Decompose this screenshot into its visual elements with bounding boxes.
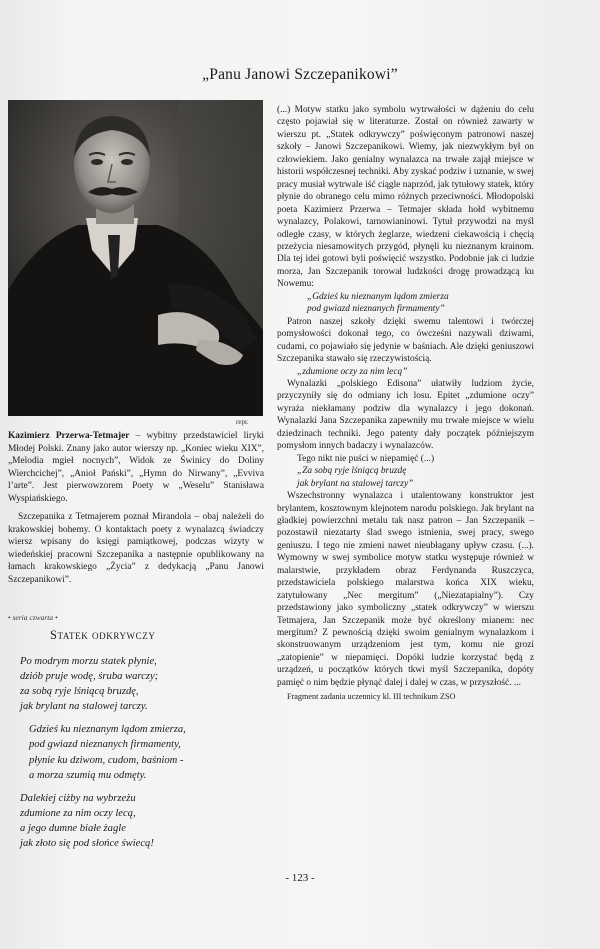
page-title: „Panu Janowi Szczepanikowi” bbox=[202, 66, 398, 83]
bio-paragraph bbox=[8, 430, 264, 505]
poem-stanza bbox=[20, 722, 265, 782]
poem-line: dziób pruje wodę, śruba warczy; bbox=[20, 671, 159, 683]
poem-stanza bbox=[20, 654, 265, 714]
essay-line: Tego nikt nie puści w niepamięć (...) bbox=[297, 453, 435, 464]
essay-paragraph: Wynalazki „polskiego Edisona” ułatwiły ludziom życie, przyczyniły się do odmiany ich losu. Epitet „zdumione oczy” wyraża niekłamany podziw dla wynalazcy i jego dokonań. Wynalazki Jana Szczepanika zapewniły mu trwałe miejsce w wielu dziedzinach techniki. Jego patenty dały początek późniejszym pomysłom innych badaczy i wynalazców. bbox=[277, 378, 534, 452]
page-number: - 123 - bbox=[285, 872, 315, 884]
photo-credit: repr. bbox=[236, 418, 249, 426]
quote-line: pod gwiazd nieznanych firmamenty” bbox=[307, 304, 445, 315]
essay-paragraph: (...) Motyw statku jako symbolu wytrwałości w dążeniu do celu często pojawiał się w literaturze. Został on również zawarty w wierszu pt. „Statek odkrywczy” poświęconym patronowi naszej szkoły – Janowi Szczepanikowi. Wiemy, jak niezwykłym był on człowiekiem. Jako genialny wynalazca na trwałe zajął miejsce w historii współczesnej techniki. Aby zyskać podziw i uznanie, w swej pracy musiał wytrwale iść ciągle naprzód, jak tytułowy statek, który płynie do obranego celu mimo różnych przeciwności. Młodopolski poeta Kazimierz Przerwa – Tetmajer składa hołd wybitnemu wynalazcy, Polakowi, tarnowianinowi. Tytuł przywodzi na myśl odległe czasy, w których żeglarze, wiedzeni ciekawością i chęcią przeżycia niesamowitych przygód, płynęli ku nieznanym krainom. Dla tej idei gotowi byli poświęcić wszystko. Podobnie jak ci ludzie morza, Jan Szczepanik torował ludzkości drogę prowadzącą ku Nowemu: bbox=[277, 105, 534, 290]
source-note: Fragment zadania uczennicy kl. III technikum ZSO bbox=[287, 692, 456, 702]
quote-line: „Gdzieś ku nieznanym lądom zmierza bbox=[307, 291, 449, 302]
essay-paragraph: Patron naszej szkoły dzięki swemu talentowi i twórczej pomysłowości dokonał tego, co ówcześni nazywali dziwami, cudami, co pojawiało się jedynie w baśniach. Ale dzięki geniuszowi Szczepanika stawało się rzeczywistością. bbox=[277, 316, 534, 365]
bio-text: – wybitny przedstawiciel liryki Młodej Polski. Znany jako autor wierszy np. „Koniec wieku XIX”, „Melodia mgieł nocnych”, Widok ze Świnicy do Doliny Wierchcichej”, „Anioł Pański”, „Hymn do Nirwany”, „Evviva l’arte”. Jest pierwowzorem Poety w „Weselu” Stanisława Wyspiańskiego. bbox=[8, 431, 264, 504]
poem-line: jak brylant na stalowej tarczy. bbox=[20, 701, 148, 713]
poem-line: Dalekiej ciżby na wybrzeżu bbox=[20, 792, 136, 804]
quote-line: „Za sobą ryje lśniącą bruzdę bbox=[297, 466, 407, 477]
portrait-image bbox=[8, 100, 263, 416]
quote-line: „zdumione oczy za nim lecą” bbox=[297, 366, 408, 377]
portrait-photo bbox=[8, 100, 263, 416]
poem-line: płynie ku dziwom, cudom, baśniom - bbox=[29, 754, 184, 766]
poem-line: zdumione za nim oczy lecą, bbox=[20, 807, 136, 819]
essay-paragraph: Wszechstronny wynalazca i utalentowany konstruktor jest brylantem, kosztownym klejnotem narodu polskiego. Jak brylant na gładkiej powierzchni metalu tak nasz patron – Jan Szczepanik – pozostawił niezatarty ślad swego istnienia, swej pracy, swego geniuszu. I tego nie zmieni nawet nieubłagany upływ czasu. (...). Wymowny w swej symbolice motyw statku występuje również w malarstwie, przykładem obraz Ferdynanda Ruszczyca, przedstawiciela polskiego malarstwa końca XIX wieku, zatytułowany „Nec mergitum” („Niezatapialny”). Czy przedstawiony jako symboliczny „statek odkrywczy” w wierszu Tetmajera, Jan Szczepanik może być określony mianem: nec mergitum? Z pewnością dzięki swoim genialnym wynalazkom i skonstruowanym urządzeniom jest tym, komu nie grozi „zatopienie” w niepamięci. Dopóki ludzie korzystać będą z urządzeń, u początków których tkwi myśl Szczepanika, dopóty pamięć o nim będzie płynąć dalej i dalej w czas, w przyszłość. ... bbox=[277, 491, 534, 688]
poem-line: a morza szumią mu odmęty. bbox=[29, 769, 147, 781]
poem-line: Po modrym morzu statek płynie, bbox=[20, 656, 157, 667]
poem-stanza bbox=[20, 791, 265, 851]
poem-title: Statek odkrywczy bbox=[50, 628, 156, 642]
poem-line: jak złoto się pod słońce świecą! bbox=[20, 838, 154, 850]
poem-line: pod gwiazd nieznanych firmamenty, bbox=[29, 739, 181, 751]
poem-line: a jego dumne białe żagle bbox=[20, 822, 126, 834]
left-column bbox=[8, 430, 264, 592]
context-paragraph: Szczepanika z Tetmajerem poznał Mirandola – obaj należeli do krakowskiej bohemy. O kontaktach poety z wynalazcą świadczy wiersz wpisany do księgi pamiątkowej, podczas wizyty w wiedeńskiej pracowni Szczepanika a następnie opublikowany na łamach krakowskiego „Życia” z dedykacją „Panu Janowi Szczepanikowi”. bbox=[8, 512, 264, 585]
series-label: • seria czwarta • bbox=[8, 613, 58, 622]
poem bbox=[20, 654, 265, 859]
bio-name: Kazimierz Przerwa-Tetmajer bbox=[8, 431, 130, 441]
quote-line: jak brylant na stalowej tarczy” bbox=[297, 478, 414, 489]
poem-line: Gdzieś ku nieznanym lądom zmierza, bbox=[29, 724, 186, 736]
right-column bbox=[277, 104, 534, 704]
poem-line: za sobą ryje lśniącą bruzdę, bbox=[20, 686, 139, 698]
